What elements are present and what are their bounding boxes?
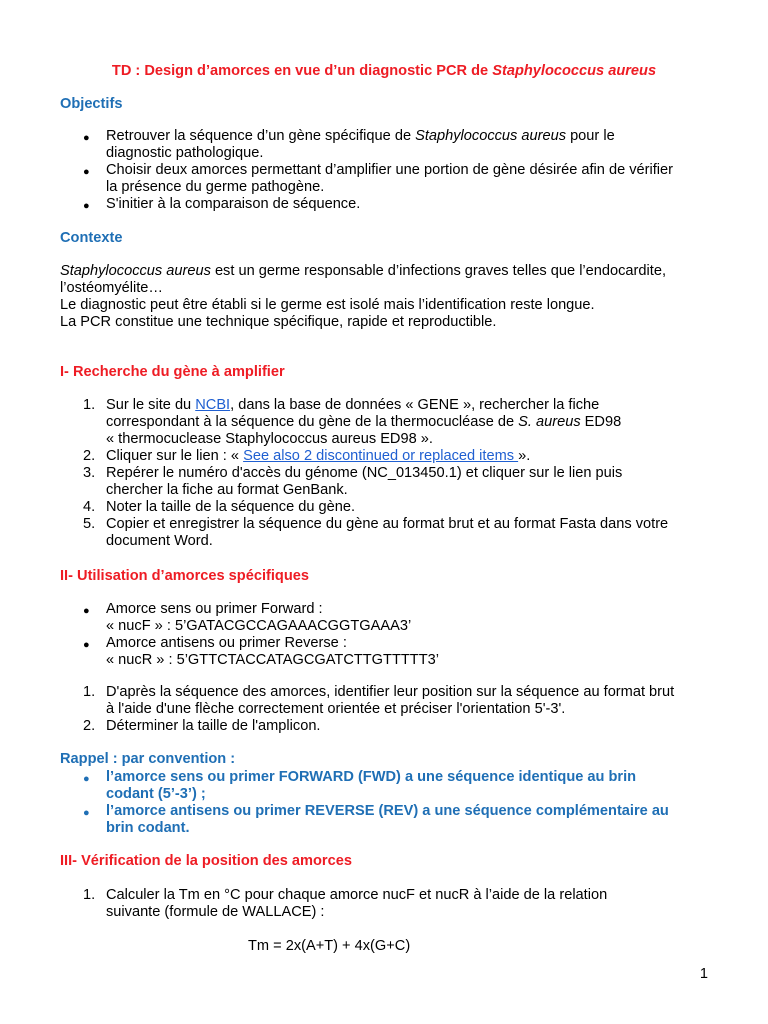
page-number: 1 bbox=[699, 966, 708, 982]
list-number: 3. bbox=[83, 465, 96, 481]
objectif-1: Retrouver la séquence d’un gène spécifique de Staphylococcus aureus pour le diagnostic pathologique. bbox=[106, 128, 615, 161]
step-2-1: D'après la séquence des amorces, identifier leur position sur la séquence au format brut à l'aide d'une flèche correctement orientée et préciser l'orientation 5'-3'. bbox=[106, 684, 675, 717]
section-3-heading: III- Vérification de la position des amorces bbox=[60, 853, 352, 869]
objectif-2: Choisir deux amorces permettant d’amplifier une portion de gène désirée afin de vérifier la présence du germe pathogène. bbox=[106, 162, 674, 195]
bullet-icon: ● bbox=[83, 200, 90, 212]
page-title: TD : Design d’amorces en vue d’un diagnostic PCR de Staphylococcus aureus bbox=[111, 63, 657, 79]
bullet-icon: ● bbox=[83, 773, 90, 785]
list-number: 2. bbox=[83, 718, 96, 734]
bullet-icon: ● bbox=[83, 605, 90, 617]
list-number: 1. bbox=[83, 684, 96, 700]
list-number: 2. bbox=[83, 448, 96, 464]
rappel-heading: Rappel : par convention : bbox=[60, 751, 236, 767]
title-species: Staphylococcus aureus bbox=[492, 63, 657, 79]
primer-forward: Amorce sens ou primer Forward : « nucF » : 5’GATACGCCAGAAACGGTGAAA3’ bbox=[106, 601, 412, 634]
step-1-5: Copier et enregistrer la séquence du gène au format brut et au format Fasta dans votre document Word. bbox=[106, 516, 669, 549]
step-1-4: Noter la taille de la séquence du gène. bbox=[106, 499, 356, 515]
rappel-reverse: l’amorce antisens ou primer REVERSE (REV) a une séquence complémentaire au brin codant. bbox=[106, 803, 669, 836]
rappel-forward: l’amorce sens ou primer FORWARD (FWD) a une séquence identique au brin codant (5’-3’) ; bbox=[106, 769, 637, 802]
wallace-formula: Tm = 2x(A+T) + 4x(G+C) bbox=[248, 938, 411, 954]
step-3-1: Calculer la Tm en °C pour chaque amorce nucF et nucR à l’aide de la relation suivante (formule de WALLACE) : bbox=[106, 887, 608, 920]
objectifs-heading: Objectifs bbox=[60, 96, 123, 112]
bullet-icon: ● bbox=[83, 639, 90, 651]
list-number: 5. bbox=[83, 516, 96, 532]
contexte-heading: Contexte bbox=[60, 230, 123, 246]
ncbi-link[interactable]: NCBI bbox=[195, 397, 231, 413]
list-number: 1. bbox=[83, 397, 96, 413]
section-1-heading: I- Recherche du gène à amplifier bbox=[60, 364, 285, 380]
section-2-heading: II- Utilisation d’amorces spécifiques bbox=[60, 568, 309, 584]
primer-reverse: Amorce antisens ou primer Reverse : « nucR » : 5’GTTCTACCATAGCGATCTTGTTTTT3’ bbox=[106, 635, 439, 668]
list-number: 4. bbox=[83, 499, 96, 515]
step-2-2: Déterminer la taille de l'amplicon. bbox=[106, 718, 321, 734]
bullet-icon: ● bbox=[83, 132, 90, 144]
bullet-icon: ● bbox=[83, 166, 90, 178]
step-1-1: Sur le site du NCBI, dans la base de données « GENE », rechercher la fiche correspondant à la séquence du gène de la thermocucléase de S. aureus ED98 « thermocuclease Staphylococcus aureus ED98 ». bbox=[106, 397, 622, 447]
step-1-3: Repérer le numéro d'accès du génome (NC_013450.1) et cliquer sur le lien puis chercher la fiche au format GenBank. bbox=[106, 465, 623, 498]
contexte-paragraph: Staphylococcus aureus est un germe responsable d’infections graves telles que l’endocardite, l’ostéomyélite… Le diagnostic peut être établi si le germe est isolé mais l’identification reste longue. La PCR constitue une technique spécifique, rapide et reproductible. bbox=[60, 263, 666, 330]
list-number: 1. bbox=[83, 887, 96, 903]
step-1-2: Cliquer sur le lien : « See also 2 discontinued or replaced items ». bbox=[106, 448, 531, 464]
objectif-3: S'initier à la comparaison de séquence. bbox=[106, 196, 361, 212]
bullet-icon: ● bbox=[83, 807, 90, 819]
see-also-link[interactable]: See also 2 discontinued or replaced items bbox=[243, 448, 519, 464]
